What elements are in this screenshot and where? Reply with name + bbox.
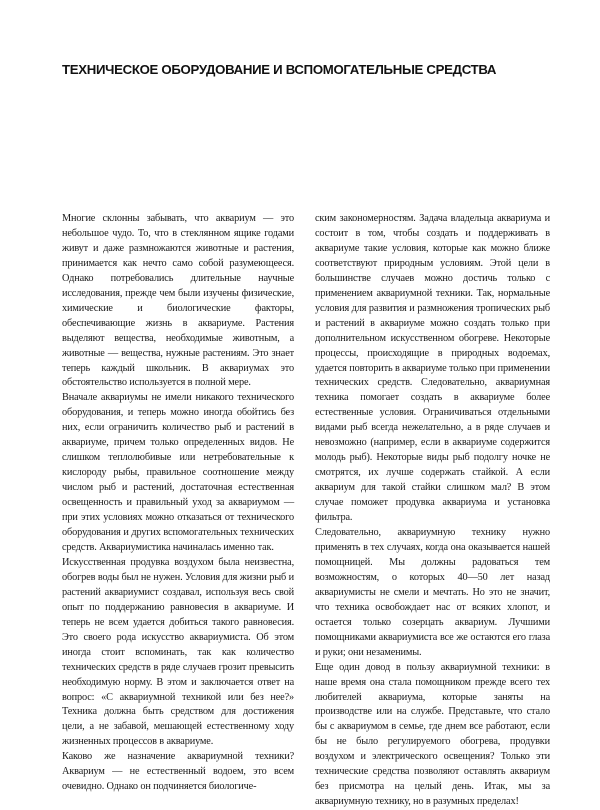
page-title: ТЕХНИЧЕСКОЕ ОБОРУДОВАНИЕ И ВСПОМОГАТЕЛЬНЫЕ СРЕДСТВА xyxy=(62,62,497,77)
paragraph: Искусственная продувка воздухом была неизвестна, обогрев воды был не нужен. Условия для жизни рыб и растений аквариумист создавал, используя весь свой опыт по поддержанию равновесия в аквариуме. И теперь не всем удается добиться такого равновесия. Это своего рода искусство аквариумиста. Об этом иногда стоит вспоминать, так как количество технических средств в ряде случаев грозит превысить необходимую норму. В этом и заключается ответ на вопрос: «С аквариумной техникой или без нее?» Техника должна быть средством для достижения цели, а не забавой, мешающей естественному ходу жизненных процессов в аквариуме. xyxy=(62,556,294,748)
right-text-column xyxy=(315,212,550,810)
paragraph: Еще один довод в пользу аквариумной техники: в наше время она стала помощником прежде всего тех любителей аквариума, которые заняты на производстве или на службе. Представьте, что стало бы с аквариумом в семье, где днем все работают, если бы не было регулируемого обогрева, продувки воздухом и электрического освещения? Только эти технические средства позволяют оставлять аквариум без присмотра на целый день. Итак, мы за аквариумную технику, но в разумных пределах! xyxy=(315,661,550,808)
left-text-column xyxy=(62,212,294,795)
paragraph: Вначале аквариумы не имели никакого технического оборудования, и теперь можно иногда обойтись без них, если ограничить количество рыб и растений в аквариуме, причем только определенных видов. Не слишком теплолюбивые или нетребовательные к кислороду рыбы, правильное соотношение между числом рыб и растений, достаточная естественная освещенность и правильный уход за аквариумом — при этих условиях можно отказаться от технического оборудования и других вспомогательных технических средств. Аквариумистика начиналась именно так. xyxy=(62,392,294,553)
paragraph: Каково же назначение аквариумной техники? Аквариум — не естественный водоем, это всем очевидно. Однако он подчиняется биологиче- xyxy=(62,751,294,793)
paragraph: Многие склонны забывать, что аквариум — это небольшое чудо. То, что в стеклянном ящике годами живут и даже размножаются животные и растения, принимается как нечто само собой разумеющееся. Однако потребовались длительные научные исследования, прежде чем были изучены физические, химические и биологические факторы, обеспечивающие жизнь в аквариуме. Растения выделяют вещества, необходимые животным, а животные — вещества, нужные растениям. Это знает теперь каждый школьник. В аквариумах это обстоятельство используется в полной мере. xyxy=(62,213,294,389)
paragraph: Следовательно, аквариумную технику нужно применять в тех случаях, когда она оказывается нашей помощницей. Мы должны радоваться тем возможностям, о которых 40—50 лет назад аквариумисты не смели и мечтать. Но это не значит, что техника освобождает нас от всяких хлопот, и остается только созерцать аквариум. Лучшими помощниками аквариумиста все же остаются его глаза и руки; они незаменимы. xyxy=(315,527,550,658)
paragraph: ским закономерностям. Задача владельца аквариума и состоит в том, чтобы создать и поддерживать в аквариуме такие условия, которые как можно ближе соответствуют природным условиям. Этой цели в большинстве случаев можно достичь только с применением аквариумной техники. Так, нормальные условия для развития и размножения тропических рыб и растений в аквариуме можно создать только при дополнительном искусственном обогреве. Некоторые процессы, происходящие в природных водоемах, удается повторить в аквариуме только при применении технических средств. Следовательно, аквариумная техника помогает создать в аквариуме более естественные условия. Ограничиваться отдельными видами рыб всегда нежелательно, а в ряде случаев и невозможно (например, если в аквариуме содержится молодь рыб). Некоторые виды рыб подолгу ночке не смотрятся, их лучше содержать стайкой. А если аквариум для такой стайки слишком мал? В этом случае поможет продувка аквариума и установка фильтра. xyxy=(315,213,550,524)
